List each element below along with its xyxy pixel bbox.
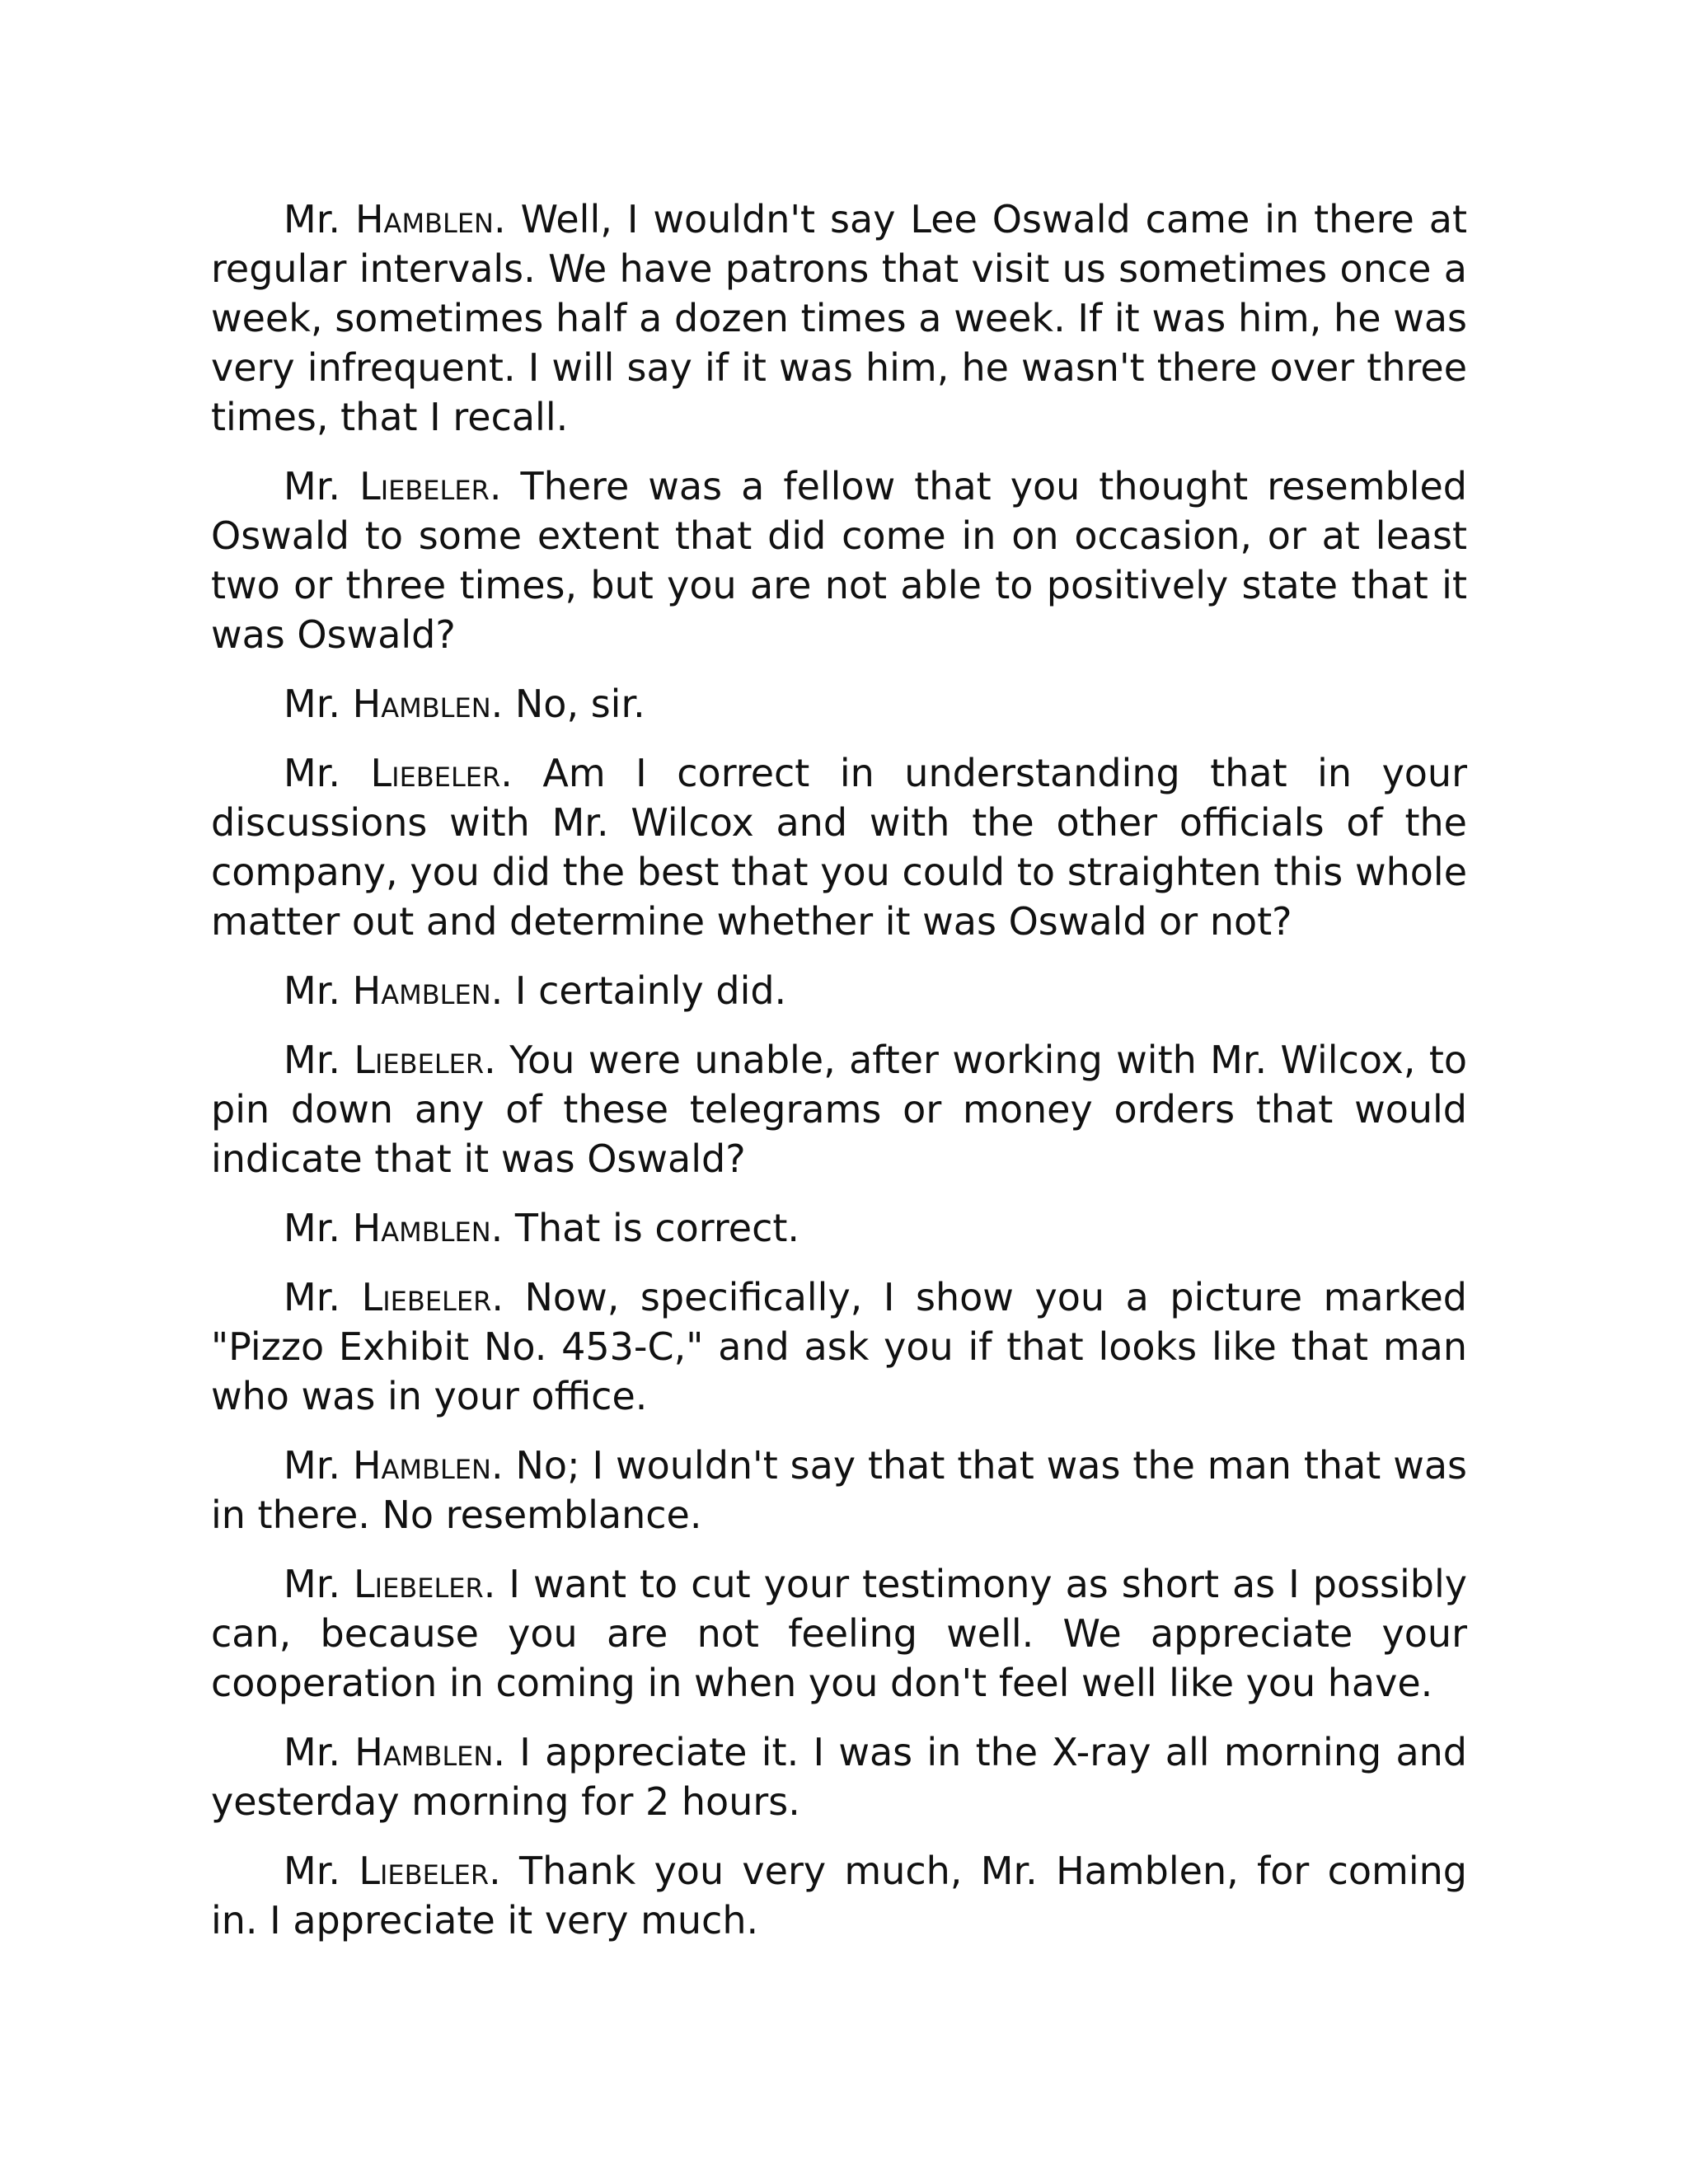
paragraph-text: . Am I correct in understanding that in your discussions with Mr. Wilcox and with the other officials of the company, you did the best that you could to straighten this whole matter out and determine whether it was Oswald or not? xyxy=(211,751,1468,944)
paragraph-text: . I appreciate it. I was in the X-ray all morning and yesterday morning for 2 hours. xyxy=(211,1730,1468,1824)
speaker-name: Liebeler xyxy=(361,1275,492,1319)
speaker-title: Mr. xyxy=(284,1849,359,1893)
speaker-name: Hamblen xyxy=(352,682,491,726)
transcript-paragraph xyxy=(211,1203,1467,1253)
speaker-name: Liebeler xyxy=(359,1849,490,1893)
speaker-title: Mr. xyxy=(284,1562,354,1606)
speaker-title: Mr. xyxy=(284,682,353,726)
paragraph-text: . Thank you very much, Mr. Hamblen, for coming in. I appreciate it very much. xyxy=(211,1849,1467,1943)
transcript-paragraph xyxy=(211,679,1467,729)
transcript-paragraph xyxy=(211,462,1467,659)
paragraph-text: . No; I wouldn't say that that was the man that was in there. No resemblance. xyxy=(211,1443,1467,1537)
transcript-paragraph xyxy=(211,194,1467,442)
speaker-title: Mr. xyxy=(284,1038,354,1082)
speaker-name: Hamblen xyxy=(352,968,491,1013)
speaker-title: Mr. xyxy=(284,968,353,1013)
speaker-name: Hamblen xyxy=(354,1730,494,1774)
paragraph-text: . That is correct. xyxy=(490,1206,800,1250)
transcript-paragraph xyxy=(211,1846,1467,1945)
transcript-paragraph xyxy=(211,748,1467,946)
transcript-paragraph xyxy=(211,1441,1467,1540)
paragraph-text: . There was a fellow that you thought resembled Oswald to some extent that did come in on occasion, or at least two or three times, but you are not able to positively state that it was Oswald? xyxy=(211,464,1467,657)
transcript-paragraph xyxy=(211,966,1467,1015)
transcript-paragraph xyxy=(211,1272,1467,1421)
speaker-name: Liebeler xyxy=(359,464,490,509)
paragraph-text: . I want to cut your testimony as short as I possibly can, because you are not feeling well. We appreciate your cooperation in coming in when you don't feel well like you have. xyxy=(211,1562,1467,1705)
speaker-name: Hamblen xyxy=(354,197,494,241)
transcript-paragraph xyxy=(211,1559,1467,1708)
transcript-page xyxy=(211,194,1467,1965)
speaker-title: Mr. xyxy=(284,1730,355,1774)
transcript-paragraph xyxy=(211,1035,1467,1183)
speaker-name: Hamblen xyxy=(352,1206,491,1250)
paragraph-text: . Now, specifically, I show you a picture marked "Pizzo Exhibit No. 453-C," and ask you if that looks like that man who was in your office. xyxy=(211,1275,1467,1418)
paragraph-text: . I certainly did. xyxy=(490,968,787,1013)
speaker-title: Mr. xyxy=(284,197,355,241)
speaker-name: Liebeler xyxy=(354,1038,485,1082)
speaker-name: Liebeler xyxy=(370,751,501,795)
paragraph-text: . No, sir. xyxy=(490,682,645,726)
speaker-title: Mr. xyxy=(284,1443,353,1488)
speaker-title: Mr. xyxy=(284,464,360,509)
transcript-paragraph xyxy=(211,1727,1467,1826)
speaker-name: Liebeler xyxy=(354,1562,484,1606)
paragraph-text: . Well, I wouldn't say Lee Oswald came in there at regular intervals. We have patrons that visit us sometimes once a week, sometimes half a dozen times a week. If it was him, he was very infrequent. I will say if it was him, he wasn't there over three times, that I recall. xyxy=(211,197,1467,439)
speaker-title: Mr. xyxy=(284,1206,353,1250)
speaker-title: Mr. xyxy=(284,1275,362,1319)
speaker-name: Hamblen xyxy=(352,1443,491,1488)
paragraph-text: . You were unable, after working with Mr. Wilcox, to pin down any of these telegrams or money orders that would indicate that it was Oswald? xyxy=(211,1038,1467,1181)
speaker-title: Mr. xyxy=(284,751,371,795)
